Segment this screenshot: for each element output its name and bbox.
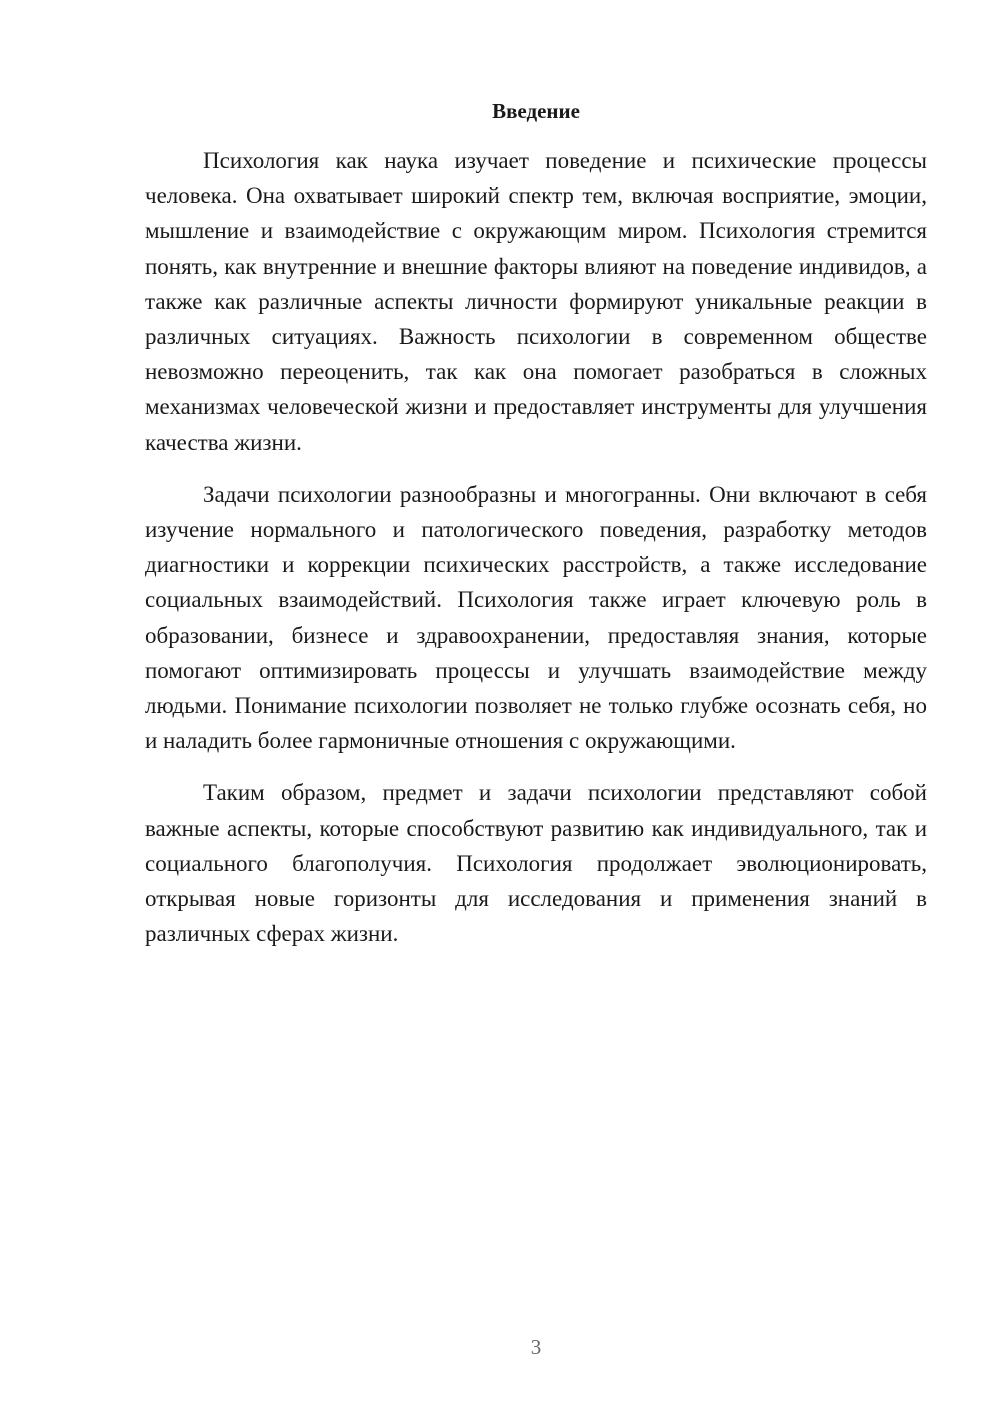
paragraph-tasks: Задачи психологии разнообразны и многогранны. Они включают в себя изучение нормального и патологического поведения, разработку методов диагностики и коррекции психических расстройств, а также исследование социальных взаимодействий. Психология также играет ключевую роль в образовании, бизнесе и здравоохранении, предоставляя знания, которые помогают оптимизировать процессы и улучшать взаимодействие между людьми. Понимание психологии позволяет не только глубже осознать себя, но и наладить более гармоничные отношения с окружающими. [145, 481, 927, 754]
paragraph-conclusion: Таким образом, предмет и задачи психологии представляют собой важные аспекты, которые способствуют развитию как индивидуального, так и социального благополучия. Психология продолжает эволюционировать, открывая новые горизонты для исследования и применения знаний в различных сферах жизни. [145, 780, 927, 947]
page-number: 3 [530, 1335, 542, 1359]
body-text [145, 143, 927, 968]
page-title: Введение [492, 99, 580, 123]
paragraph-intro: Психология как наука изучает поведение и психические процессы человека. Она охватывает широкий спектр тем, включая восприятие, эмоции, мышление и взаимодействие с окружающим миром. Психология стремится понять, как внутренние и внешние факторы влияют на поведение индивидов, а также как различные аспекты личности формируют уникальные реакции в различных ситуациях. Важность психологии в современном обществе невозможно переоценить, так как она помогает разобраться в сложных механизмах человеческой жизни и предоставляет инструменты для улучшения качества жизни. [145, 148, 927, 455]
